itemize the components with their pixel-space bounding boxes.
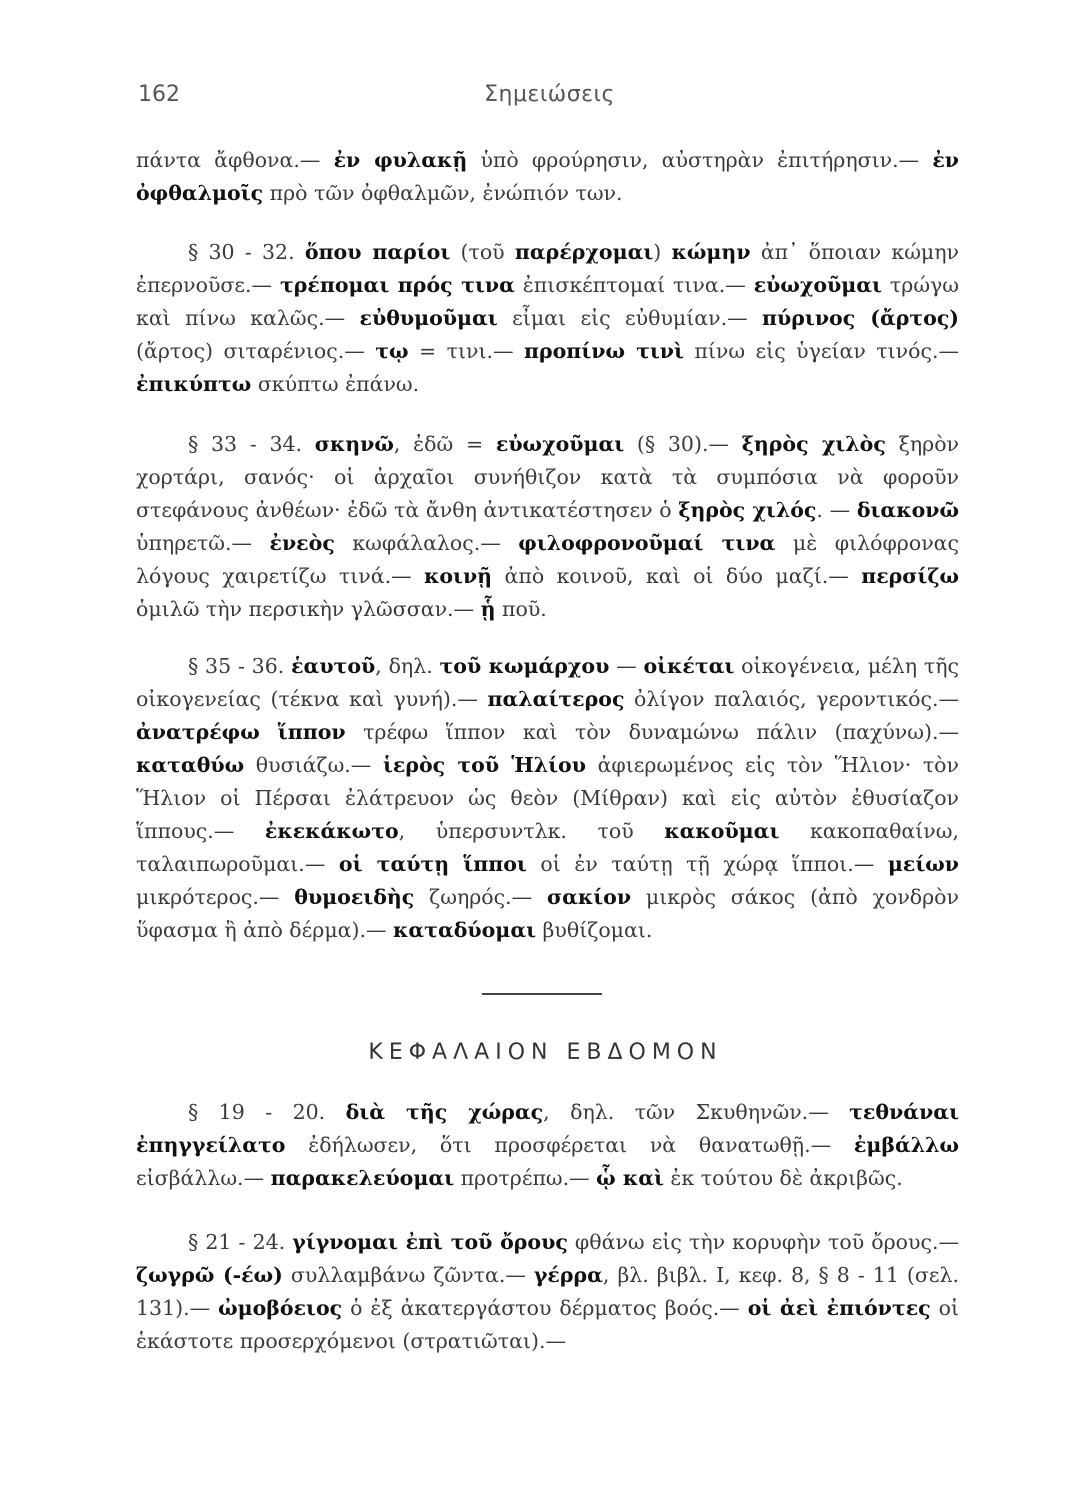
headword: παλαίτερος (487, 687, 625, 711)
gloss-text: πάντα ἄφθονα.— (136, 148, 334, 172)
gloss-text: ὑπηρετῶ.— (136, 531, 270, 555)
headword: ἐπικύπτω (136, 372, 252, 396)
gloss-text: ποῦ. (495, 597, 547, 621)
gloss-text: ἀφιερωμένος εἰς τὸν Ἥλιον· τὸν Ἥλιον οἱ Πέρσαι ἐλάτρευον ὡς θεὸν (Μίθραν) καὶ εἰς αὐτὸν ἐθυσίαζον ἵππους.— (136, 753, 959, 843)
headword: ᾗ (480, 597, 496, 621)
gloss-text: ζωηρός.— (414, 885, 547, 909)
headword: ξηρὸς χιλός (678, 498, 817, 522)
gloss-text: ἐπισκέπτομαί τινα.— (514, 273, 754, 297)
gloss-text: . — (816, 498, 857, 522)
gloss-text: , ἐδῶ = (393, 432, 496, 456)
headword: ἐμβάλλω (853, 1133, 959, 1157)
headword: εὐθυμοῦμαι (359, 306, 498, 330)
gloss-text: εἰσβάλλω.— (136, 1166, 271, 1190)
headword: ἱερὸς τοῦ Ἡλίου (382, 753, 586, 777)
gloss-text: (ἄρτος) σιταρένιος.— (136, 339, 376, 363)
page-number: 162 (138, 82, 180, 107)
gloss-text: § 19 - 20. (188, 1100, 346, 1124)
gloss-text: § 35 - 36. (188, 654, 292, 678)
gloss-text: (τοῦ (450, 240, 515, 264)
headword: σκηνῶ (314, 432, 394, 456)
headword: σακίον (546, 885, 632, 909)
headword: τοῦ κωμάρχου (439, 654, 610, 678)
headword: καταδύομαι (393, 918, 537, 942)
gloss-text: ) (653, 240, 672, 264)
paragraph-notes-intro (136, 144, 959, 210)
headword: εὐωχοῦμαι (753, 273, 882, 297)
headword: κοινῇ (424, 564, 493, 588)
gloss-text: πίνω εἰς ὑγείαν τινός.— (683, 339, 959, 363)
paragraph-section-19-20 (136, 1096, 959, 1195)
headword: ἐν ὀφθαλμοῖς (136, 148, 960, 205)
gloss-text: κακοπαθαίνω, ταλαιπωροῦμαι.— (136, 819, 960, 876)
headword: γέρρα (533, 1263, 603, 1287)
headword: παρακελεύομαι (270, 1166, 455, 1190)
gloss-text: ὁμιλῶ τὴν περσικὴν γλῶσσαν.— (136, 597, 481, 621)
headword: εὐωχοῦμαι (495, 432, 625, 456)
chapter-heading: ΚΕΦΑΛΑΙΟΝ ΕΒΔΟΜΟΝ (368, 1040, 723, 1065)
gloss-text: = τινι.— (408, 339, 524, 363)
gloss-text: μικρὸς σάκος (ἀπὸ χονδρὸν ὕφασμα ἢ ἀπὸ δέρμα).— (136, 885, 959, 942)
gloss-text: ἐδήλωσεν, ὅτι προσφέρεται νὰ θανατωθῇ.— (285, 1133, 854, 1157)
gloss-text: ὀλίγον παλαιός, γεροντικός.— (624, 687, 959, 711)
headword: παρέρχομαι (514, 240, 654, 264)
gloss-text: — (609, 654, 644, 678)
gloss-text: φθάνω εἰς τὴν κορυφὴν τοῦ ὄρους.— (567, 1230, 959, 1254)
gloss-text: οἱ ἑκάστοτε προσερχόμενοι (στρατιῶται).— (136, 1296, 960, 1353)
headword: κακοῦμαι (664, 819, 780, 843)
gloss-text: (§ 30).— (624, 432, 742, 456)
gloss-text: θυσιάζω.— (244, 753, 383, 777)
headword: ἐνεὸς (269, 531, 335, 555)
headword: καταθύω (136, 753, 245, 777)
headword: πύρινος (ἄρτος) (762, 306, 959, 330)
headword: ἐκεκάκωτο (264, 819, 399, 843)
gloss-text: τρέφω ἵππον καὶ τὸν δυναμώνω πάλιν (παχύνω).— (345, 720, 959, 744)
gloss-text: οἰκογένεια, μέλη τῆς οἰκογενείας (τέκνα καὶ γυνή).— (136, 654, 959, 711)
gloss-text: ὁ ἐξ ἀκατεργάστου δέρματος βοός.— (342, 1296, 748, 1320)
gloss-text: μικρότερος.— (136, 885, 295, 909)
gloss-text: ἀπ᾽ ὅποιαν κώμην ἐπερνοῦσε.— (136, 240, 959, 297)
headword: τῳ (375, 339, 409, 363)
headword: ζωγρῶ (-έω) (136, 1263, 283, 1287)
headword: τεθνάναι ἐπηγγείλατο (136, 1100, 959, 1157)
headword: ξηρὸς χιλὸς (741, 432, 886, 456)
headword: κώμην (671, 240, 751, 264)
paragraph-section-30-32 (136, 236, 959, 401)
paragraph-section-33-34 (136, 428, 959, 626)
gloss-text: τρώγω καὶ πίνω καλῶς.— (136, 273, 959, 330)
gloss-text: ξηρὸν χορτάρι, σανός· οἱ ἀρχαῖοι συνήθιζον κατὰ τὰ συμπόσια νὰ φοροῦν στεφάνους ἀνθέων· ἐδῶ τὰ ἄνθη ἀντικατέστησεν ὁ (136, 432, 960, 522)
gloss-text: μὲ φιλόφρονας λόγους χαιρετίζω τινά.— (136, 531, 959, 588)
gloss-text: , βλ. βιβλ. I, κεφ. 8, § 8 - 11 (σελ. 131).— (136, 1263, 960, 1320)
running-head: Σημειώσεις (484, 82, 615, 107)
headword: περσίζω (861, 564, 959, 588)
headword: προπίνω τινὶ (524, 339, 684, 363)
headword: διακονῶ (856, 498, 959, 522)
page-header (138, 82, 961, 122)
gloss-text: , ὑπερσυντλκ. τοῦ (398, 819, 665, 843)
section-divider (482, 993, 602, 995)
gloss-text: § 33 - 34. (188, 432, 315, 456)
gloss-text: βυθίζομαι. (536, 918, 653, 942)
headword: ὅπου παρίοι (304, 240, 451, 264)
gloss-text: ὑπὸ φρούρησιν, αὐστηρὰν ἐπιτήρησιν.— (467, 148, 933, 172)
headword: ὠμοβόειος (218, 1296, 343, 1320)
gloss-text: εἶμαι εἰς εὐθυμίαν.— (497, 306, 763, 330)
headword: θυμοειδὴς (294, 885, 415, 909)
gloss-text: πρὸ τῶν ὀφθαλμῶν, ἐνώπιόν των. (263, 181, 623, 205)
headword: μείων (887, 852, 960, 876)
headword: διὰ τῆς χώρας (345, 1100, 544, 1124)
headword: ἑαυτοῦ (291, 654, 376, 678)
gloss-text: κωφάλαλος.— (334, 531, 519, 555)
paragraph-section-21-24 (136, 1226, 959, 1358)
headword: ᾧ καὶ (596, 1166, 664, 1190)
headword: τρέπομαι πρός τινα (279, 273, 515, 297)
gloss-text: ἐκ τούτου δὲ ἀκριβῶς. (663, 1166, 903, 1190)
gloss-text: § 30 - 32. (188, 240, 305, 264)
gloss-text: § 21 - 24. (188, 1230, 293, 1254)
gloss-text: , δηλ. τῶν Σκυθηνῶν.— (543, 1100, 850, 1124)
headword: οἰκέται (643, 654, 735, 678)
headword: φιλοφρονοῦμαί τινα (518, 531, 776, 555)
headword: ἀνατρέφω ἵππον (136, 720, 346, 744)
gloss-text: σκύπτω ἐπάνω. (251, 372, 420, 396)
paragraph-section-35-36 (136, 650, 959, 947)
gloss-text: οἱ ἐν ταύτῃ τῇ χώρᾳ ἵπποι.— (526, 852, 888, 876)
headword: ἐν φυλακῇ (333, 148, 468, 172)
gloss-text: ἀπὸ κοινοῦ, καὶ οἱ δύο μαζί.— (492, 564, 862, 588)
gloss-text: προτρέπω.— (454, 1166, 597, 1190)
gloss-text: , δηλ. (375, 654, 440, 678)
headword: οἱ ταύτῃ ἵπποι (338, 852, 527, 876)
headword: γίγνομαι ἐπὶ τοῦ ὄρους (292, 1230, 568, 1254)
gloss-text: συλλαμβάνω ζῶντα.— (282, 1263, 534, 1287)
headword: οἱ ἀεὶ ἐπιόντες (747, 1296, 931, 1320)
